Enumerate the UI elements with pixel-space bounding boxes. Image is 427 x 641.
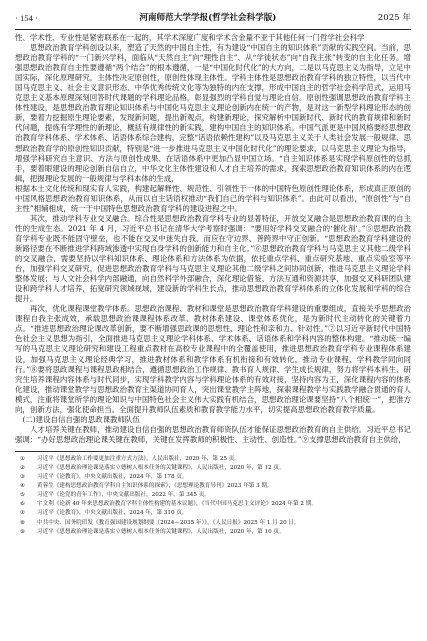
journal-title: 河南师范大学学报(哲学社会科学版) (139, 13, 277, 24)
footnote-mark: ① (20, 455, 26, 462)
paragraph-4: 其次，推动学科专业交叉融合。综合性是思想政治教育学科专业的显著特征，开放交叉融合是思想政治教育课的自主性的生成生态。2021 年 4 月，习近平总书记在清华大学考察时强调：“要用好学科交叉融合的‘催化剂’。”⑤思想政治教育学科专业既不能固守壁垒，也不能在交叉中迷失自我，而应在守边界、善跨界中守正创新。“思想政治教育学科建设的新路径要在不断推进学科跨域渗透中实现自身学科的创新能力和自主化。”⑥思想政治教育学科与马克思主义其他二级学科的交叉融合，需要坚持以学科知识体系、理论体系和方法体系为依据，依托重点学科、重点研究基地、重点实验室等平台，加强学科交叉研究，促进思想政治教育学科与马克思主义理论其他二级学科之间协同创新，推进马克思主义理论学科整体发展；与人文社会科学内部融通，向自然科学外部融合，深化理论借鉴、方法互通和资源共享，加强交叉科研团队建设和跨学科人才培养，拓宽研究领域视域，建设新的学科生长点，推动思想政治教育学科体系的立体化发展和学科的综合提升。 (15, 213, 411, 304)
paragraph-1: 性、学术性、专业性是紧密联系在一起的，其学术深度广度和学术含金量不亚于其他任何一门哲学社会科学 (15, 33, 365, 42)
footnote-mark: ⑨ (20, 528, 26, 535)
journal-page (0, 10, 427, 641)
header-divider (15, 29, 411, 30)
footnote-divider (15, 451, 143, 452)
footnote-item (15, 509, 411, 518)
footnote-item (15, 491, 411, 500)
paragraph-2: 思想政治教育学科创设以来，塑造了天然的中国自主性，有为建设“中国自主的知识体系”贡献的实践空间。当前，思想政治教育学科的“一门新兴学科，面临从“天然自主”向“理性自主”、从“学徒状态”向“自我主张”转变的自主化任务。增强思想政治教育自主性要遵循“两个结合”的根本遵循，一是“中国化时代化”的大方向，二是以马克思主义为指导，立足中国实际，深化原理研究，主体性决定原创性，原创性体现主体性。学科主体性是思想政治教育学科的独立特性，以当代中国马克思主义、社会主义意识形态、中华优秀传统文化等为独特的内在支撑，形成中国自主的哲学社会科学范式，运用马克思主义基本原理深刻回答时代课题的学科理论品格，彰显强烈的学科自觉与理论自信。原创性强调思想政治教育学科主体性建设，是思想政治教育理论知识体系与中国化马克思主义理论创新内在统一的产物，是对这一新型学科理论形态的创新，要着力挖掘原生理论要素，发现新问题，提出新观点，构建新理论，探究解析中国新时代、新时代的教育规律和新时代问题，提炼有学理性的新理论，概括有规律性的新实践，建构中国自主的知识体系。中国气派更是中国风格要经思想政治教育学科体系、学术体系、话语体系综合建构，完整“话语依赖性建构”以及马克思主义关于人类社会发展一般规律、思想政治教育学的原创性知识贡献，特别是“进一步推进马克思主义中国化时代化”的理论要求，以马克思主义理论为指导，增强学科研究自主意识、方法与原创性成果、在话语体系中更加凸显中国立场。“自主知识体系是实现学科原创性的总抓手，要着眼建设的理论创新自信自立，中华文化主体性建设和人才自主培养的需求，探索思想政治教育知识体系的内在逻辑，把握理论发展的一般规律与学科本体的生成， (15, 43, 411, 183)
footnote-item (15, 519, 411, 528)
footnote-mark: ⑥ (20, 501, 26, 508)
paragraph-6: 人才培养关键在教师，推动建设自信自强的思想政治教育师资队伍才能保证思想政治教育的自主供给。习近平总书记强调：“办好思想政治理论课关键在教师，关键在发挥教师的积极性、主动性、创造性。”⑨支撑思想政治教育自主供给， (15, 424, 411, 444)
footnote-mark: ④ (20, 483, 26, 490)
footnote-text: 习近平《思想政治工作要更加注重方式方法》，人民出版社，2020 年，第 25 页。 (37, 455, 240, 462)
section-subheading: (二)建设自信自强的思政课教师队伍 (22, 414, 140, 424)
footnote-item (15, 455, 411, 464)
issue-year: 2025 年 (377, 13, 411, 24)
paragraph-3: 根据本土文化传统和现实育人实践，构建起解释性、规范性、引领性于一体的中国特色原创性理论体系，形成真正原创的中国风格思想政治教育知识体系，从而以自主话语权推动“我们自己的学科与知识体系”。由此可以看出，“原创性”与“自主性”相辅相成，统一于中国特色思想政治教育学科的建设进程之中。 (15, 183, 411, 213)
page-number: · 154 · (15, 13, 38, 24)
footnote-text: 宇文利《论新 40 年来思想政治教育学科主体性构建的基本议题》，《当代中国马克思主义评论》2024 年第 2 期。 (37, 501, 317, 508)
footnote-text: 习近平《思想政治理论课是落实立德树人根本任务的关键课程》，人民出版社，2020 年，第 12 页。 (37, 465, 285, 472)
footnote-item (15, 528, 411, 537)
footnote-mark: ⑧ (20, 519, 26, 526)
footnote-text: 黄蓉生《建构思想政治教育学科自主知识体系的探索》，《思想理论教育导刊》2023 年第 3 期。 (37, 483, 273, 490)
footnote-text: 习近平《论教育》，中央文献出版社，2024 年，第 178 页。 (37, 474, 188, 481)
footnote-text: 习近平《思想政治理论课是落实立德树人根本任务的关键课程》，人民出版社，2020 年，第 10 页。 (37, 528, 285, 535)
footnote-text: 中共中央、国务院印发《教育强国建设规划纲要（2024—2035 年）》，《人民日报》2025 年 1 月 20 日。 (37, 519, 300, 526)
running-header (15, 10, 411, 27)
footnote-item (15, 500, 411, 509)
footnote-mark: ⑤ (20, 492, 26, 499)
footnote-item (15, 464, 411, 473)
footnote-mark: ⑦ (20, 510, 26, 517)
footnote-item (15, 473, 411, 482)
article-body (15, 33, 411, 445)
footnotes (15, 455, 411, 537)
paragraph-5: 再次，优化课程课堂教学体系。思想政治课程、教材和课堂是思想政治教育学科建设的重要组成，直接关乎思想政治课程自我主张成效，承载思想政治课课程体系改革、教材体系建设、课堂体系优化，是为新时代主动转化的关键着力点。“推进思想政治理论课改革创新，要不断增强思政课的思想性、理论性和亲和力、针对性。”⑦以习近平新时代中国特色社会主义思想为指引，全面推进马克思主义理论学科体系、学术体系、话语体系和学科内容的整体构建。“推动统一编写的马克思主义理论研究和建设工程重点教材在高校专业课程中的全覆盖使用，推进思想政治教育学科专业课程体系建设，加强马克思主义理论经典学习，推进教材体系和教学体系有机衔接和有效转化，推动专业课程、学科教学同向同行。”⑧要将思政课程与课程思政相结合，遵循思想政治工作规律、教书育人规律、学生成长规律，努力将学科本科生、研究生培养课程内容体系与时代同步，实现学科教学内容与学科理论体系的有效对接，坚持内容为王，深化课程内容的体系化建设，推动课堂教学与思想政治教育主渠道协同育人，突出课堂教学主阵地，探索课程教学与实践教学融合贯通的育人模式，注重将课堂所学的理论知识与中国特色社会主义伟大实践有机结合，思想政治理论课要坚持“八个相统一”，把准方向，创新方法，强化使命担当。全面提升教师队伍素质和教育教学能力水平，切实提高思想政治教育教学质量。 (15, 304, 411, 414)
footnote-mark: ② (20, 465, 26, 472)
footnote-text: 习近平《论党的青年工作》，中央文献出版社，2022 年，第 345 页。 (37, 492, 210, 499)
footnote-item (15, 482, 411, 491)
footnote-text: 习近平《论教育》，中央文献出版社，2024 年，第 310 页。 (37, 510, 188, 517)
footnote-mark: ③ (20, 474, 26, 481)
